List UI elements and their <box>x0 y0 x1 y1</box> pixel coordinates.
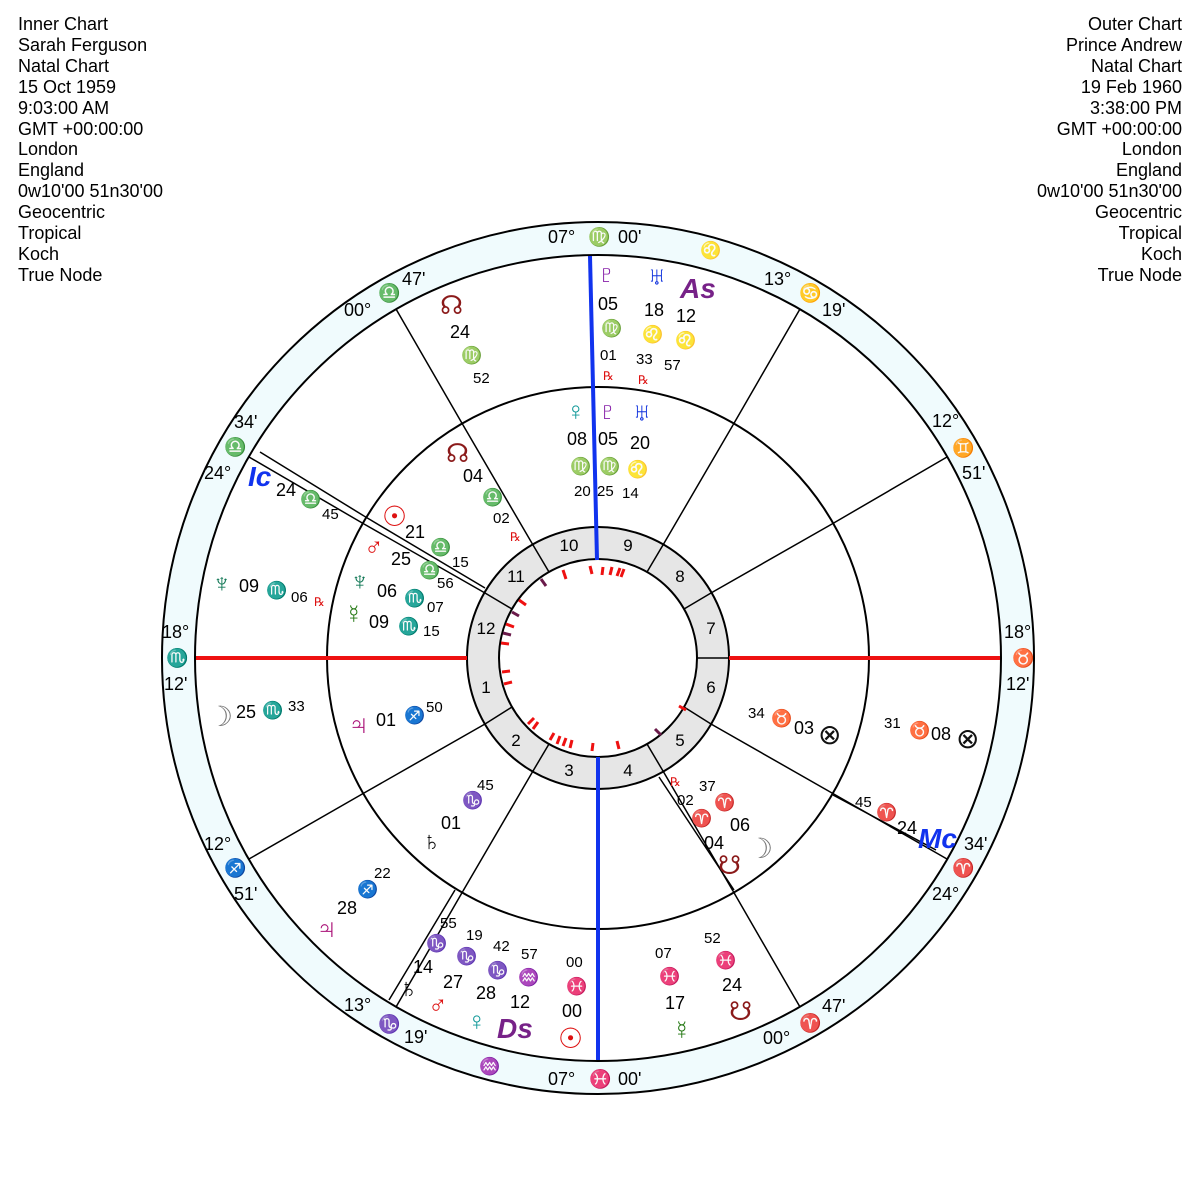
cusp-6-min: 34' <box>964 834 988 854</box>
cusp-12-deg: 24° <box>204 463 232 483</box>
inner-nnode-retro: ℞ <box>510 530 521 544</box>
outer-saturn-sign: ♑ <box>426 934 448 953</box>
inner-venus-min: 20 <box>574 483 591 500</box>
part-of-fortune-icon: ⊗ <box>956 723 980 754</box>
outer-jupiter-sign: ♐ <box>357 880 379 899</box>
outer-jupiter-deg: 28 <box>337 898 358 918</box>
outer-nnode-sign: ♍ <box>461 346 483 365</box>
house-number-12: 12 <box>476 619 496 638</box>
inner-pof-deg: 03 <box>794 718 815 738</box>
cusp-11-sign: ♎ <box>378 283 401 303</box>
outer-moon-min: 33 <box>288 698 305 715</box>
house-number-7: 7 <box>706 619 716 638</box>
inner-jupiter-min: 50 <box>426 699 443 716</box>
cusp-5-min: 47' <box>822 996 846 1016</box>
outer-country: England <box>1115 160 1182 181</box>
outer-house-system: Koch <box>1140 243 1182 264</box>
outer-city: London <box>1121 139 1182 160</box>
neptune-icon: ♆ <box>350 566 370 596</box>
outer-mc-sign: ♈ <box>876 803 898 822</box>
outer-pof-sign: ♉ <box>909 721 931 740</box>
cusp-11-min: 47' <box>402 269 426 289</box>
outer-timezone: GMT +00:00:00 <box>1056 118 1182 139</box>
outer-dsc-sign: ♒ <box>518 968 540 987</box>
inner-uranus-min: 14 <box>622 485 639 502</box>
inner-date: 15 Oct 1959 <box>18 76 117 97</box>
outer-moon-deg: 25 <box>236 702 257 722</box>
outer-sun-deg: 00 <box>562 1001 583 1021</box>
outer-venus-min: 42 <box>493 938 510 955</box>
inner-snode-retro: ℞ <box>670 775 681 789</box>
midheaven-icon: Mc <box>918 823 957 854</box>
outer-pof-deg: 08 <box>931 724 952 744</box>
inner-mars-sign: ♎ <box>419 561 441 580</box>
inner-snode-sign: ♈ <box>691 809 713 828</box>
inner-pluto-sign: ♍ <box>599 457 621 476</box>
outer-asc-deg: 12 <box>676 306 697 326</box>
outer-ic-min: 45 <box>322 506 339 523</box>
inner-perspective: Geocentric <box>18 202 106 223</box>
inner-saturn-sign: ♑ <box>462 791 484 810</box>
inner-node-type: True Node <box>18 264 103 285</box>
house-number-9: 9 <box>623 536 633 555</box>
inner-uranus-sign: ♌ <box>627 460 649 479</box>
outer-uranus-min: 33 <box>636 351 653 368</box>
inner-zodiac: Tropical <box>18 223 82 244</box>
inner-neptune-sign: ♏ <box>404 589 426 608</box>
north-node-icon: ☊ <box>446 438 470 468</box>
cusp-2-min: 51' <box>234 884 258 904</box>
tick <box>592 743 593 751</box>
house-number-8: 8 <box>675 567 685 586</box>
inner-city: London <box>18 139 79 160</box>
cusp-10-deg: 07° <box>548 227 576 247</box>
cusp-8-deg: 12° <box>932 411 960 431</box>
inner-moon-min: 37 <box>699 778 716 795</box>
outer-pluto-deg: 05 <box>598 294 619 314</box>
jupiter-icon: ♃ <box>348 709 369 740</box>
outer-jupiter-min: 22 <box>374 865 391 882</box>
outer-neptune-min: 06 <box>291 589 308 606</box>
jupiter-icon: ♃ <box>316 913 337 944</box>
outer-pluto-min: 01 <box>600 347 617 364</box>
moon-icon: ☽ <box>208 701 234 732</box>
inner-pof-min: 34 <box>748 705 765 722</box>
south-node-icon: ☋ <box>718 850 742 880</box>
cusp-1-sign: ♏ <box>166 648 189 668</box>
tick <box>590 566 592 574</box>
outer-nnode-deg: 24 <box>450 322 471 342</box>
inner-snode-deg: 04 <box>704 833 725 853</box>
outer-saturn-deg: 14 <box>413 957 434 977</box>
outer-time: 3:38:00 PM <box>1089 97 1182 118</box>
outer-mercury-min: 07 <box>655 945 672 962</box>
inner-jupiter-sign: ♐ <box>404 706 426 725</box>
outer-mars-deg: 27 <box>443 972 464 992</box>
inner-mars-min: 56 <box>437 575 454 592</box>
cusp-8-min: 51' <box>962 463 986 483</box>
inner-saturn-deg: 01 <box>441 813 462 833</box>
cusp-11-deg: 00° <box>344 300 372 320</box>
cusp-4-deg: 07° <box>548 1069 576 1089</box>
outer-nnode-min: 52 <box>473 370 490 387</box>
cusp-9-sign: ♋ <box>799 283 822 303</box>
venus-icon: ♀ <box>467 1006 487 1036</box>
tick <box>610 567 612 575</box>
cusp-12-min: 34' <box>234 412 258 432</box>
house-number-10: 10 <box>559 536 579 555</box>
cusp-4-min: 00' <box>618 1069 642 1089</box>
inner-nnode-sign: ♎ <box>482 488 504 507</box>
tick <box>504 682 512 684</box>
inner-venus-sign: ♍ <box>570 457 592 476</box>
inner-saturn-min: 45 <box>477 777 494 794</box>
outer-pof-min: 31 <box>884 715 901 732</box>
outer-mc-min: 45 <box>855 794 872 811</box>
outer-mercury-sign: ♓ <box>659 967 681 986</box>
cusp-6-deg: 24° <box>932 884 960 904</box>
tick <box>503 633 511 635</box>
outer-asc-min: 57 <box>664 357 681 374</box>
inner-title: Inner Chart <box>18 14 109 34</box>
outer-mars-min: 19 <box>466 927 483 944</box>
tick <box>570 740 572 748</box>
outer-moon-sign: ♏ <box>262 701 284 720</box>
saturn-icon: ♄ <box>399 973 419 1003</box>
inner-snode-min: 02 <box>677 792 694 809</box>
inner-pluto-deg: 05 <box>598 429 619 449</box>
cusp-7-sign: ♉ <box>1012 648 1035 668</box>
tick <box>502 671 510 672</box>
cusp-5-sign: ♈ <box>799 1013 822 1033</box>
inner-nnode-deg: 04 <box>463 466 484 486</box>
sun-icon: ☉ <box>558 1023 584 1054</box>
outer-neptune-retro: ℞ <box>314 595 325 609</box>
outer-person: Prince Andrew <box>1065 34 1182 55</box>
outer-mars-sign: ♑ <box>456 947 478 966</box>
outer-neptune-sign: ♏ <box>266 581 288 600</box>
house-number-1: 1 <box>481 678 491 697</box>
outer-chart-type: Natal Chart <box>1090 55 1182 76</box>
outer-mercury-deg: 17 <box>665 993 686 1013</box>
venus-icon: ♀ <box>566 396 586 426</box>
inner-nnode-min: 02 <box>493 510 510 527</box>
outer-snode-min: 52 <box>704 930 721 947</box>
inner-moon-sign: ♈ <box>714 793 736 812</box>
cusp-2-deg: 12° <box>204 834 232 854</box>
outer-dsc-deg: 12 <box>510 992 531 1012</box>
cusp-7-min: 12' <box>1006 674 1030 694</box>
cusp-5-deg: 00° <box>763 1028 791 1048</box>
inner-venus-deg: 08 <box>567 429 588 449</box>
pluto-icon: ♇ <box>598 396 618 426</box>
north-node-icon: ☊ <box>440 290 464 320</box>
outer-venus-deg: 28 <box>476 983 497 1003</box>
mercury-icon: ☿ <box>672 1015 692 1045</box>
mars-icon: ♂ <box>364 532 384 562</box>
outer-neptune-deg: 09 <box>239 576 260 596</box>
neptune-icon: ♆ <box>212 568 232 598</box>
outer-pluto-retro: ℞ <box>603 369 614 383</box>
cusp-2-sign: ♐ <box>224 858 247 878</box>
tick <box>617 741 619 749</box>
outer-date: 19 Feb 1960 <box>1080 76 1182 97</box>
outer-perspective: Geocentric <box>1094 202 1182 223</box>
inner-sun-deg: 21 <box>405 522 426 542</box>
inner-mars-deg: 25 <box>391 549 412 569</box>
saturn-icon: ♄ <box>422 826 442 856</box>
cusp-3-sign: ♑ <box>378 1014 401 1034</box>
inner-country: England <box>18 160 85 181</box>
south-node-icon: ☋ <box>729 996 753 1026</box>
inner-sun-min: 15 <box>452 554 469 571</box>
house-number-4: 4 <box>623 761 633 780</box>
inner-pof-sign: ♉ <box>771 709 793 728</box>
inner-moon-deg: 06 <box>730 815 751 835</box>
outer-dsc-min: 57 <box>521 946 538 963</box>
outer-uranus-deg: 18 <box>644 300 665 320</box>
cusp-3-deg: 13° <box>344 995 372 1015</box>
uranus-icon: ♅ <box>647 261 667 291</box>
outer-saturn-min: 55 <box>440 915 457 932</box>
house-number-11: 11 <box>507 567 525 586</box>
cusp-4-sign: ♓ <box>589 1069 612 1089</box>
house-number-6: 6 <box>706 678 716 697</box>
cusp-label-1 <box>162 622 189 694</box>
descendant-icon: Ds <box>497 1013 533 1044</box>
cusp-7-deg: 18° <box>1004 622 1032 642</box>
inner-pluto-min: 25 <box>597 483 614 500</box>
tick <box>602 567 603 575</box>
uranus-icon: ♅ <box>632 397 652 427</box>
house-number-3: 3 <box>564 761 574 780</box>
cusp-3-min: 19' <box>404 1027 428 1047</box>
outer-sun-sign: ♓ <box>566 977 588 996</box>
outer-snode-sign: ♓ <box>715 951 737 970</box>
outer-zodiac: Tropical <box>1118 223 1182 244</box>
inner-jupiter-deg: 01 <box>376 710 397 730</box>
inner-uranus-deg: 20 <box>630 433 651 453</box>
leo-sign-marker: ♌ <box>700 241 722 260</box>
house-number-5: 5 <box>675 731 685 750</box>
outer-asc-sign: ♌ <box>675 331 697 350</box>
cusp-1-min: 12' <box>164 674 188 694</box>
cusp-1-deg: 18° <box>162 622 190 642</box>
inner-house-system: Koch <box>18 243 60 264</box>
cusp-6-sign: ♈ <box>952 858 975 878</box>
outer-uranus-sign: ♌ <box>642 325 664 344</box>
house-number-2: 2 <box>511 731 521 750</box>
outer-snode-deg: 24 <box>722 975 743 995</box>
outer-ic-sign: ♎ <box>300 490 322 509</box>
inner-neptune-deg: 06 <box>377 581 398 601</box>
mercury-icon: ☿ <box>344 599 364 629</box>
outer-ic-deg: 24 <box>276 480 297 500</box>
inner-neptune-min: 07 <box>427 599 444 616</box>
inner-coordinates: 0w10'00 51n30'00 <box>18 181 164 202</box>
inner-hub <box>499 559 697 757</box>
ic-icon: Ic <box>248 461 272 492</box>
inner-chart-type: Natal Chart <box>18 55 110 76</box>
ascendant-icon: As <box>680 273 716 304</box>
cusp-label-10 <box>548 226 641 247</box>
part-of-fortune-icon: ⊗ <box>818 719 842 750</box>
inner-mercury-sign: ♏ <box>398 617 420 636</box>
outer-sun-min: 00 <box>566 954 583 971</box>
inner-mercury-deg: 09 <box>369 612 390 632</box>
pluto-icon: ♇ <box>597 259 617 289</box>
outer-uranus-retro: ℞ <box>638 373 649 387</box>
outer-pluto-sign: ♍ <box>601 319 623 338</box>
inner-person: Sarah Ferguson <box>18 34 148 55</box>
outer-mc-deg: 24 <box>897 818 918 838</box>
tick <box>501 643 509 644</box>
cusp-12-sign: ♎ <box>224 437 247 457</box>
outer-venus-sign: ♑ <box>487 961 509 980</box>
cusp-10-sign: ♍ <box>588 227 611 247</box>
cusp-9-min: 19' <box>822 300 846 320</box>
inner-mercury-min: 15 <box>423 623 440 640</box>
cusp-8-sign: ♊ <box>952 438 975 458</box>
outer-node-type: True Node <box>1097 264 1182 285</box>
cusp-label-4 <box>548 1068 641 1089</box>
inner-timezone: GMT +00:00:00 <box>18 118 144 139</box>
sun-icon: ☉ <box>382 501 408 532</box>
outer-title: Outer Chart <box>1087 14 1182 34</box>
inner-sun-sign: ♎ <box>430 538 452 557</box>
mars-icon: ♂ <box>428 990 448 1020</box>
aquarius-sign-marker: ♒ <box>479 1057 501 1076</box>
inner-time: 9:03:00 AM <box>18 97 110 118</box>
outer-coordinates: 0w10'00 51n30'00 <box>1036 181 1182 202</box>
cusp-9-deg: 13° <box>764 269 792 289</box>
moon-icon: ☽ <box>748 833 774 864</box>
cusp-10-min: 00' <box>618 227 642 247</box>
